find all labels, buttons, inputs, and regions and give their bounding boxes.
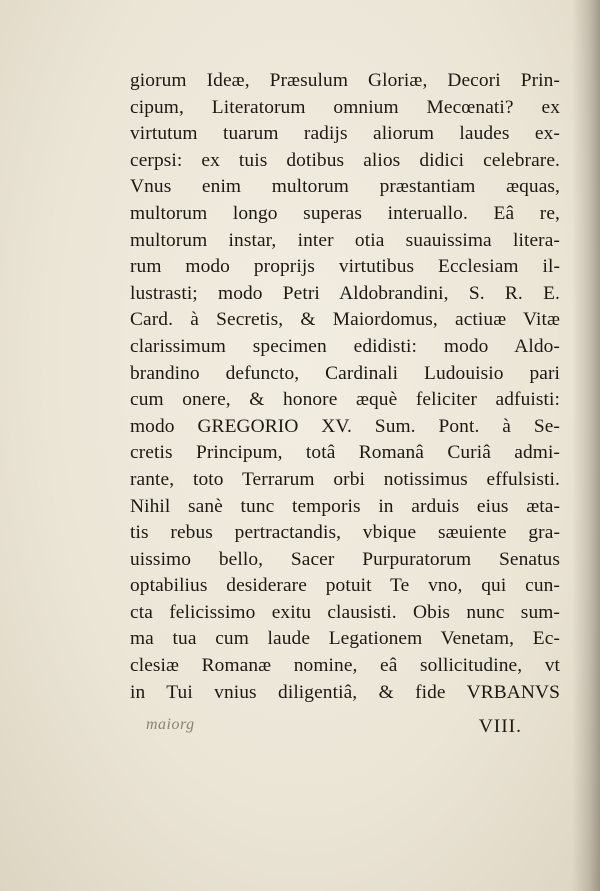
- text-line: Nihil sanè tunc temporis in arduis eius æta-: [130, 495, 560, 517]
- text-line: cerpsi: ex tuis dotibus alios didici celebrare.: [130, 149, 560, 171]
- text-line: brandino defuncto, Cardinali Ludouisio pari: [130, 362, 560, 384]
- text-line: cipum, Literatorum omnium Mecœnati? ex: [130, 96, 560, 118]
- page-footer: [130, 716, 522, 746]
- text-line: cta felicissimo exitu clausisti. Obis nunc sum-: [130, 601, 560, 623]
- text-line: giorum Ideæ, Præsulum Gloriæ, Decori Prin-: [130, 70, 560, 91]
- page-gutter-shadow: [572, 0, 600, 891]
- text-line: cum onere, & honore æquè feliciter adfuisti:: [130, 389, 560, 411]
- text-line: cretis Principum, totâ Romanâ Curiâ admi-: [130, 442, 560, 464]
- text-line: lustrasti; modo Petri Aldobrandini, S. R. E.: [130, 282, 560, 304]
- text-line: in Tui vnius diligentiâ, & fide VRBANVS: [130, 681, 560, 703]
- text-line: Card. à Secretis, & Maiordomus, actiuæ Vitæ: [130, 309, 560, 331]
- catchword: VIII.: [478, 716, 522, 737]
- signature-mark: maiorg: [146, 716, 195, 733]
- text-line: tis rebus pertractandis, vbique sæuiente gra-: [130, 522, 560, 544]
- text-line: rante, toto Terrarum orbi notissimus effulsisti.: [130, 468, 560, 490]
- text-line: ma tua cum laude Legationem Venetam, Ec-: [130, 628, 560, 650]
- text-line: multorum instar, inter otia suauissima litera-: [130, 229, 560, 251]
- text-line: rum modo proprijs virtutibus Ecclesiam il-: [130, 256, 560, 278]
- text-line: modo GREGORIO XV. Sum. Pont. à Se-: [130, 415, 560, 437]
- text-line: clesiæ Romanæ nomine, eâ sollicitudine, vt: [130, 655, 560, 677]
- text-line: virtutum tuarum radijs aliorum laudes ex-: [130, 123, 560, 145]
- text-line: Vnus enim multorum præstantiam æquas,: [130, 176, 560, 198]
- text-line: clarissimum specimen edidisti: modo Aldo-: [130, 335, 560, 357]
- body-text: [130, 68, 560, 706]
- text-line: optabilius desiderare potuit Te vno, qui cun-: [130, 575, 560, 597]
- text-line: multorum longo superas interuallo. Eâ re,: [130, 202, 560, 224]
- text-line: uissimo bello, Sacer Purpuratorum Senatus: [130, 548, 560, 570]
